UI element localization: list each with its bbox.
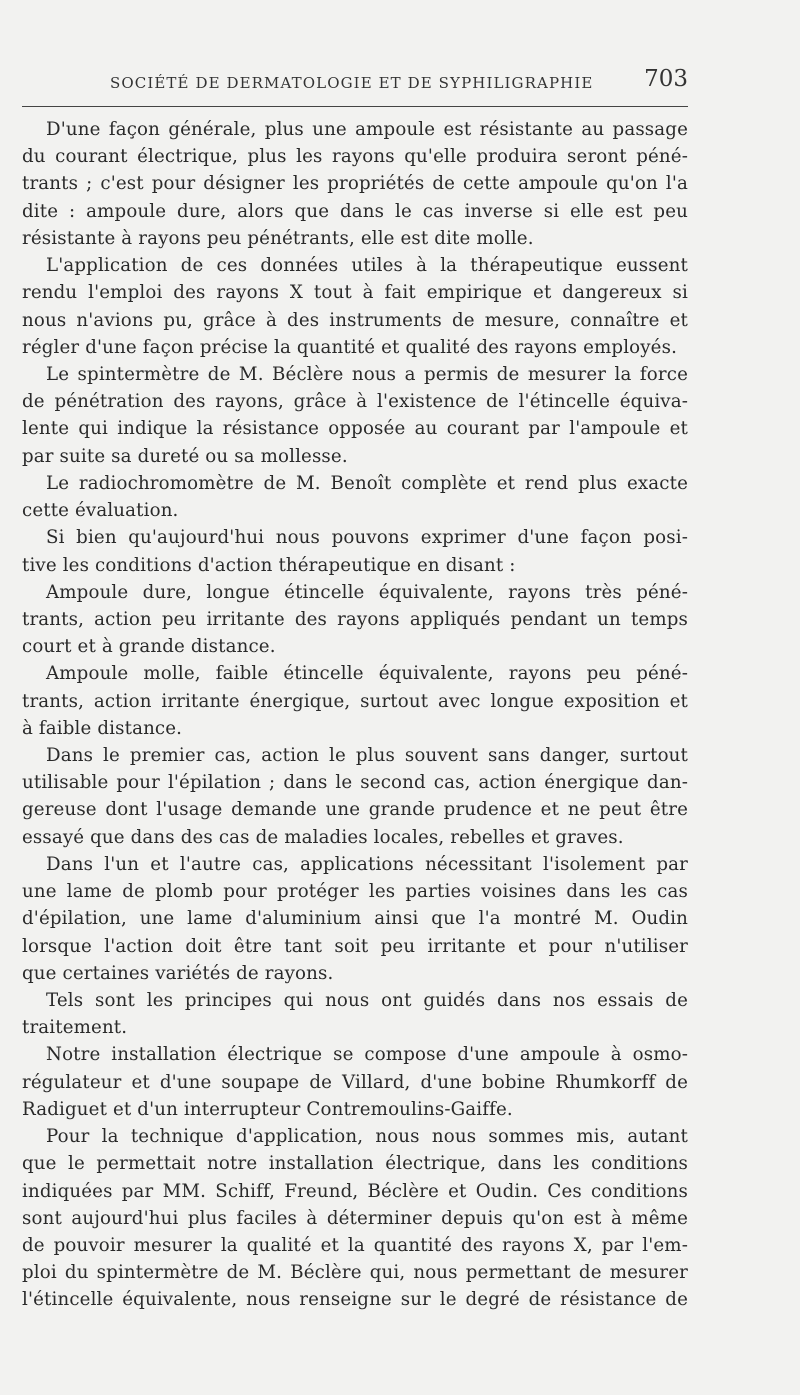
text-line: D'une façon générale, plus une ampoule est résistante au passage xyxy=(46,119,688,140)
text-line: de pouvoir mesurer la qualité et la quantité des rayons X, par l'em- xyxy=(22,1234,688,1256)
text-line: lente qui indique la résistance opposée au courant par l'ampoule et xyxy=(22,418,688,440)
text-line: tive les conditions d'action thérapeutique en disant : xyxy=(22,554,516,576)
text-line: sont aujourd'hui plus faciles à déterminer depuis qu'on est à même xyxy=(22,1207,688,1229)
text-line: nous n'avions pu, grâce à des instruments de mesure, connaître et xyxy=(22,309,688,331)
text-line: trants, action peu irritante des rayons appliqués pendant un temps xyxy=(22,608,688,630)
text-line: trants, action irritante énergique, surtout avec longue exposition et xyxy=(22,690,688,712)
text-line: de pénétration des rayons, grâce à l'existence de l'étincelle équiva- xyxy=(22,391,688,413)
text-line: Ampoule dure, longue étincelle équivalente, rayons très péné- xyxy=(46,581,688,603)
text-line: régler d'une façon précise la quantité et qualité des rayons employés. xyxy=(22,336,678,358)
text-line: gereuse dont l'usage demande une grande prudence et ne peut être xyxy=(22,799,688,821)
text-line: l'étincelle équivalente, nous renseigne sur le degré de résistance de xyxy=(22,1289,688,1311)
text-line: court et à grande distance. xyxy=(22,636,276,658)
text-line: Notre installation électrique se compose d'une ampoule à osmo- xyxy=(46,1044,688,1066)
text-line: Pour la technique d'application, nous nous sommes mis, autant xyxy=(46,1126,688,1148)
text-line: Tels sont les principes qui nous ont guidés dans nos essais de xyxy=(46,990,688,1011)
text-line: essayé que dans des cas de maladies locales, rebelles et graves. xyxy=(22,826,624,848)
text-line: lorsque l'action doit être tant soit peu irritante et pour n'utiliser xyxy=(22,935,688,957)
text-line: à faible distance. xyxy=(22,717,183,739)
text-line: du courant électrique, plus les rayons qu'elle produira seront péné- xyxy=(22,146,688,168)
text-line: L'application de ces données utiles à la thérapeutique eussent xyxy=(46,255,688,277)
text-line: rendu l'emploi des rayons X tout à fait empirique et dangereux si xyxy=(22,282,688,304)
text-line: Dans le premier cas, action le plus souvent sans danger, surtout xyxy=(46,745,688,767)
text-line: régulateur et d'une soupape de Villard, d'une bobine Rhumkorff de xyxy=(22,1071,688,1093)
text-line: d'épilation, une lame d'aluminium ainsi que l'a montré M. Oudin xyxy=(22,908,688,930)
text-line: ploi du spintermètre de M. Béclère qui, nous permettant de mesurer xyxy=(22,1262,688,1284)
text-line: que certaines variétés de rayons. xyxy=(22,962,334,984)
text-line: indiquées par MM. Schiff, Freund, Béclère et Oudin. Ces conditions xyxy=(22,1180,688,1202)
page-number: 703 xyxy=(644,66,688,92)
text-line: Le radiochromomètre de M. Benoît complète et rend plus exacte xyxy=(46,472,688,494)
text-line: que le permettait notre installation électrique, dans les conditions xyxy=(22,1153,688,1175)
text-line: Radiguet et d'un interrupteur Contremoulins-Gaiffe. xyxy=(22,1098,513,1120)
text-line: résistante à rayons peu pénétrants, elle est dite molle. xyxy=(22,227,534,249)
text-line: Ampoule molle, faible étincelle équivalente, rayons peu péné- xyxy=(46,663,688,685)
text-line: une lame de plomb pour protéger les parties voisines dans les cas xyxy=(22,881,688,903)
text-line: dite : ampoule dure, alors que dans le cas inverse si elle est peu xyxy=(22,200,688,222)
text-line: Si bien qu'aujourd'hui nous pouvons exprimer d'une façon posi- xyxy=(46,527,688,549)
text-line: traitement. xyxy=(22,1017,128,1039)
text-line: trants ; c'est pour désigner les propriétés de cette ampoule qu'on l'a xyxy=(22,173,688,195)
text-line: Le spintermètre de M. Béclère nous a permis de mesurer la force xyxy=(46,363,688,385)
running-title: SOCIÉTÉ DE DERMATOLOGIE ET DE SYPHILIGRAPHIE xyxy=(110,74,594,92)
text-line: cette évaluation. xyxy=(22,500,179,522)
text-line: Dans l'un et l'autre cas, applications nécessitant l'isolement par xyxy=(46,853,688,875)
body-text xyxy=(22,116,688,1314)
running-head xyxy=(22,66,688,96)
header-rule xyxy=(22,106,688,107)
text-line: par suite sa dureté ou sa mollesse. xyxy=(22,445,348,467)
text-line: utilisable pour l'épilation ; dans le second cas, action énergique dan- xyxy=(22,772,688,794)
